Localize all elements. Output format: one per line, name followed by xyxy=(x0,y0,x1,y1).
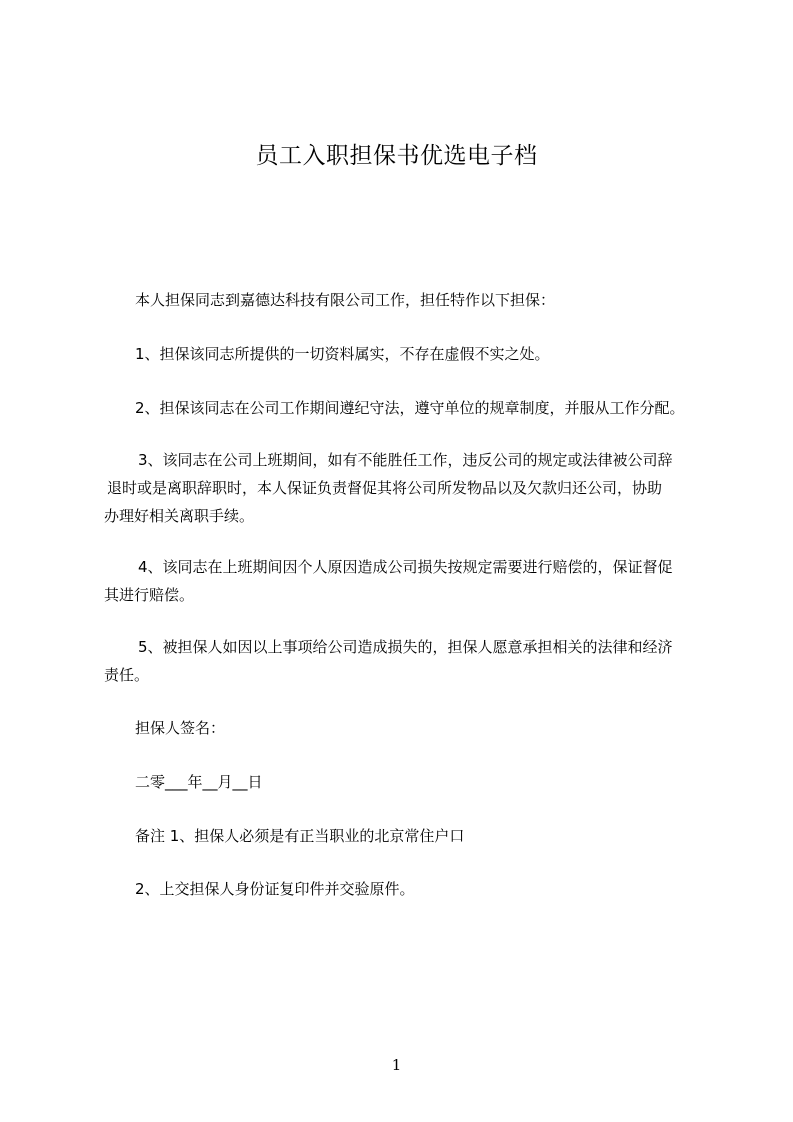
signature-label: 担保人签名： xyxy=(135,719,226,737)
clause-3-line-2: 退时或是离职辞职时，本人保证负责督促其将公司所发物品以及欠款归还公司，协助 xyxy=(107,479,663,497)
document-title: 员工入职担保书优选电子档 xyxy=(255,143,538,169)
clause-4-line-2: 其进行赔偿。 xyxy=(104,586,195,604)
clause-3-line-3: 办理好相关离职手续。 xyxy=(104,507,255,525)
note-1: 备注 1、担保人必须是有正当职业的北京常住户口 xyxy=(135,827,465,845)
clause-3-line-1: 3、该同志在公司上班期间，如有不能胜任工作，违反公司的规定或法律被公司辞 xyxy=(138,451,673,469)
clause-1: 1、担保该同志所提供的一切资料属实，不存在虚假不实之处。 xyxy=(135,345,550,363)
clause-5-line-1: 5、被担保人如因以上事项给公司造成损失的，担保人愿意承担相关的法律和经济 xyxy=(138,638,673,656)
intro-paragraph: 本人担保同志到嘉德达科技有限公司工作，担任特作以下担保： xyxy=(135,291,556,309)
page-number: 1 xyxy=(391,1056,402,1074)
clause-5-line-2: 责任。 xyxy=(104,666,150,684)
note-2: 2、上交担保人身份证复印件并交验原件。 xyxy=(135,880,415,898)
clause-4-line-1: 4、该同志在上班期间因个人原因造成公司损失按规定需要进行赔偿的，保证督促 xyxy=(138,558,673,576)
clause-2: 2、担保该同志在公司工作期间遵纪守法，遵守单位的规章制度，并服从工作分配。 xyxy=(135,399,685,417)
date-line: 二零___年__月__日 xyxy=(135,773,263,791)
